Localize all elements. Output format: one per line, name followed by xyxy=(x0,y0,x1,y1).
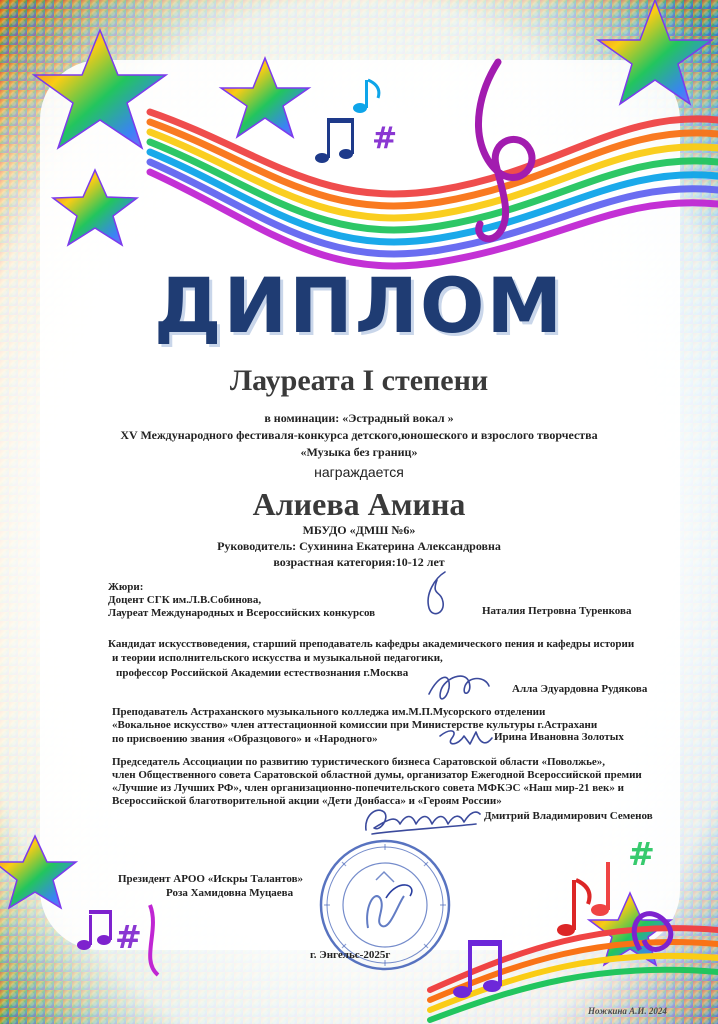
jury-heading: Жюри: xyxy=(108,581,144,593)
signature-zolotykh xyxy=(436,722,496,756)
jury-member3-line1: Преподаватель Астраханского музыкального колледжа им.М.П.Мусорского отделении xyxy=(112,706,546,718)
award-text: награждается xyxy=(314,464,404,480)
jury-member2-name: Алла Эдуардовна Рудякова xyxy=(512,683,648,695)
president-name: Роза Хамидовна Муцаева xyxy=(166,887,294,899)
svg-text:#: # xyxy=(372,121,398,156)
jury-member2-line3: профессор Российской Академии естествознания г.Москва xyxy=(116,667,409,679)
festival-line: XV Международного фестиваля-конкурса детского,юношеского и взрослого творчества xyxy=(120,428,598,442)
jury-member4-line3: «Лучшие из Лучших РФ», член организационно-попечительского совета МФКЭС «Наш мир-21 век» и xyxy=(112,782,624,794)
signature-turenkova xyxy=(415,568,465,620)
nomination-line: в номинации: «Эстрадный вокал » xyxy=(264,411,454,425)
jury-member1-line2: Лауреат Международных и Всероссийских конкурсов xyxy=(108,607,376,619)
festival-name: «Музыка без границ» xyxy=(300,445,418,459)
recipient-name: Алиева Амина xyxy=(252,486,466,522)
jury-member1-line1: Доцент СГК им.Л.В.Собинова, xyxy=(108,594,262,606)
laureate-degree: Лауреата I степени xyxy=(229,364,489,397)
jury-member4-line4: Всероссийской благотворительной акции «Дети Донбасса» и «Героям России» xyxy=(112,795,502,807)
age-category: возрастная категория:10-12 лет xyxy=(273,555,445,569)
signature-rudyakova xyxy=(425,664,495,710)
svg-text:#: # xyxy=(628,835,655,873)
jury-member2-line2: и теории исполнительского искусства и музыкальной педагогики, xyxy=(112,652,443,664)
jury-member3-line2: «Вокальное искусство» член аттестационной комиссии при Министерстве культуры г.Астрахани xyxy=(112,719,598,731)
school-name: МБУДО «ДМШ №6» xyxy=(302,523,416,537)
teacher-name: Руководитель: Сухинина Екатерина Александровна xyxy=(217,539,501,553)
jury-member4-line1: Председатель Ассоциации по развитию туристического бизнеса Саратовской области «Поволжье», xyxy=(112,756,606,768)
jury-member3-line3: по присвоению звания «Образцового» и «Народного» xyxy=(112,733,378,745)
corner-credit: Ножкина А.И. 2024 xyxy=(588,1006,667,1016)
signature-semenov xyxy=(360,800,485,840)
president-title: Президент АРОО «Искры Талантов» xyxy=(118,873,304,885)
diploma-title: ДИПЛОМ xyxy=(153,261,565,350)
svg-text:#: # xyxy=(115,918,142,956)
place-date: г. Энгельс-2025г xyxy=(310,949,391,961)
jury-member2-line1: Кандидат искусствоведения, старший преподаватель кафедры академического пения и кафедры истории xyxy=(108,638,635,650)
jury-member1-name: Наталия Петровна Туренкова xyxy=(482,605,632,617)
jury-member4-line2: член Общественного совета Саратовской областной думы, организатор Ежегодной Всероссийской премии xyxy=(112,769,642,781)
jury-member3-name: Ирина Ивановна Золотых xyxy=(494,731,624,743)
jury-member4-name: Дмитрий Владимирович Семенов xyxy=(484,810,653,822)
